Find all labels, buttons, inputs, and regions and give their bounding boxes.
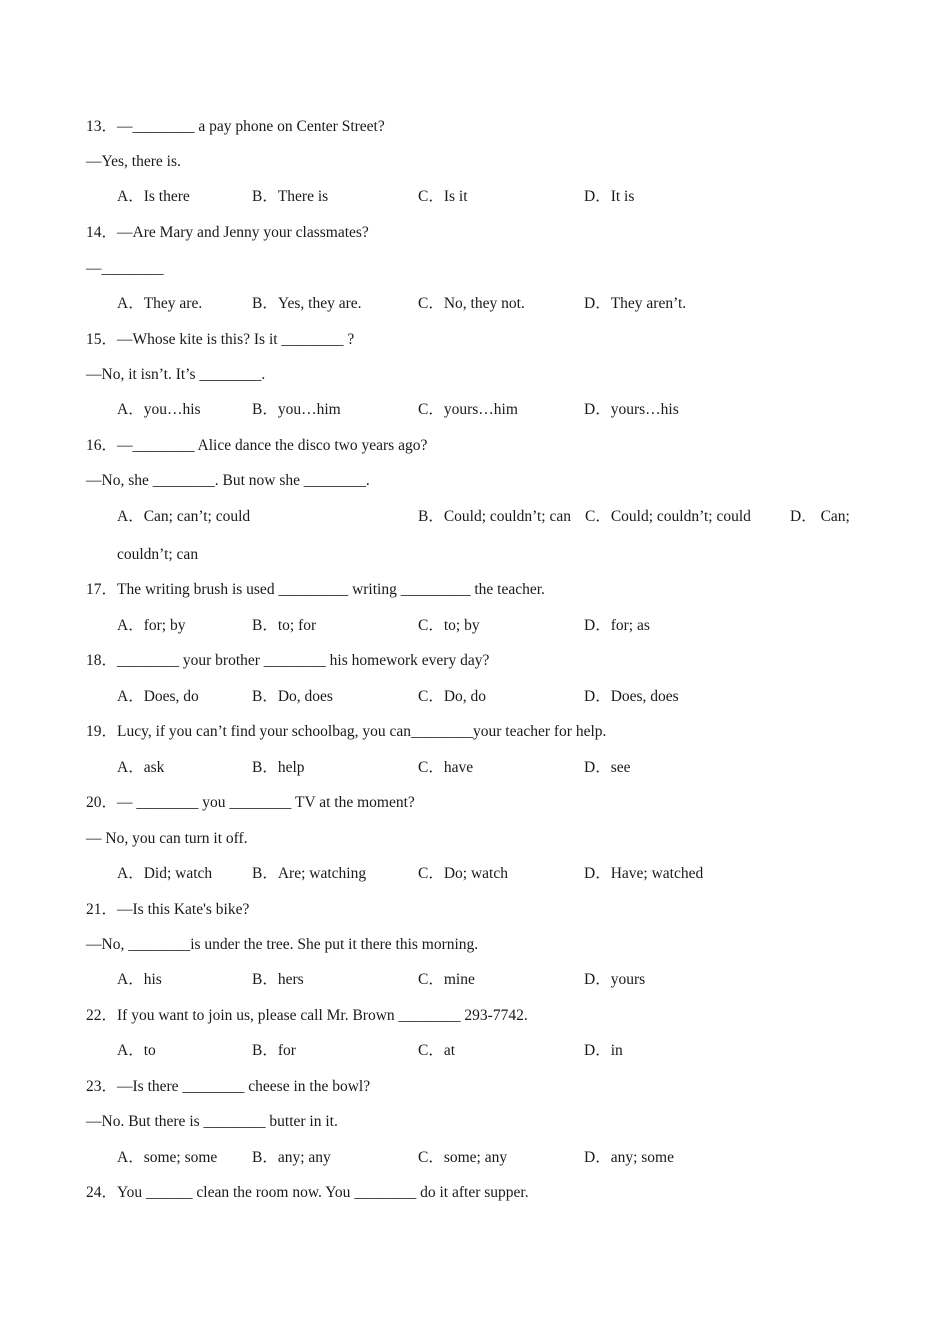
option-b[interactable]: B．for bbox=[252, 1042, 296, 1059]
option-d[interactable]: D．yours bbox=[584, 971, 646, 988]
question-21-reply: —No, ________is under the tree. She put it there this morning. bbox=[86, 936, 479, 953]
option-d[interactable]: D．see bbox=[584, 759, 631, 776]
question-22-options bbox=[117, 1041, 877, 1061]
option-b[interactable]: B．Yes, they are. bbox=[252, 295, 362, 312]
question-14-stem: 14．—Are Mary and Jenny your classmates? bbox=[86, 224, 369, 241]
option-a[interactable]: A．for; by bbox=[117, 617, 186, 634]
question-21-options bbox=[117, 970, 877, 990]
option-d[interactable]: D．for; as bbox=[584, 617, 650, 634]
question-15-options bbox=[117, 400, 877, 420]
option-d[interactable]: D．in bbox=[584, 1042, 623, 1059]
option-c[interactable]: C．some; any bbox=[418, 1149, 508, 1166]
option-c[interactable]: C．Do; watch bbox=[418, 865, 508, 882]
option-d[interactable]: D．yours…his bbox=[584, 401, 679, 418]
option-b[interactable]: B．Are; watching bbox=[252, 865, 367, 882]
option-c[interactable]: C．have bbox=[418, 759, 474, 776]
question-21-stem: 21．—Is this Kate's bike? bbox=[86, 901, 250, 918]
question-20-options bbox=[117, 864, 877, 884]
question-15-stem: 15．—Whose kite is this? Is it ________ ? bbox=[86, 331, 355, 348]
option-a[interactable]: A．Can; can’t; could bbox=[117, 508, 251, 525]
option-b[interactable]: B．to; for bbox=[252, 617, 317, 634]
option-b[interactable]: B．help bbox=[252, 759, 305, 776]
option-b[interactable]: B．There is bbox=[252, 188, 329, 205]
question-13-options bbox=[117, 187, 877, 207]
option-a[interactable]: A．his bbox=[117, 971, 162, 988]
question-15-reply: —No, it isn’t. It’s ________. bbox=[86, 366, 266, 383]
option-c[interactable]: C．mine bbox=[418, 971, 475, 988]
question-14-reply: —________ bbox=[86, 260, 164, 277]
option-c[interactable]: C．yours…him bbox=[418, 401, 518, 418]
question-20-reply: — No, you can turn it off. bbox=[86, 830, 248, 847]
question-22-stem: 22．If you want to join us, please call Mr. Brown ________ 293-7742. bbox=[86, 1007, 528, 1024]
option-b[interactable]: B．hers bbox=[252, 971, 304, 988]
option-c[interactable]: C．Is it bbox=[418, 188, 468, 205]
option-d[interactable]: D．Have; watched bbox=[584, 865, 704, 882]
option-a[interactable]: A．Is there bbox=[117, 188, 190, 205]
option-c[interactable]: C．Could; couldn’t; could bbox=[585, 508, 751, 525]
option-c[interactable]: C．to; by bbox=[418, 617, 480, 634]
option-a[interactable]: A．to bbox=[117, 1042, 156, 1059]
option-b[interactable]: B．any; any bbox=[252, 1149, 331, 1166]
question-16-stem: 16．—________ Alice dance the disco two years ago? bbox=[86, 437, 428, 454]
question-13-stem: 13．—________ a pay phone on Center Street? bbox=[86, 118, 385, 135]
option-b[interactable]: B．Do, does bbox=[252, 688, 333, 705]
option-d[interactable]: D．Does, does bbox=[584, 688, 679, 705]
option-d[interactable]: D． Can; bbox=[790, 508, 850, 525]
question-23-stem: 23．—Is there ________ cheese in the bowl? bbox=[86, 1078, 371, 1095]
question-17-options bbox=[117, 616, 877, 636]
question-16-options bbox=[117, 507, 877, 527]
option-b[interactable]: B．Could; couldn’t; can bbox=[418, 508, 571, 525]
question-13-reply: —Yes, there is. bbox=[86, 153, 181, 170]
option-d[interactable]: D．They aren’t. bbox=[584, 295, 687, 312]
question-14-options bbox=[117, 294, 877, 314]
question-20-stem: 20．— ________ you ________ TV at the moment? bbox=[86, 794, 415, 811]
question-18-options bbox=[117, 687, 877, 707]
option-d[interactable]: D．any; some bbox=[584, 1149, 674, 1166]
option-a[interactable]: A．Did; watch bbox=[117, 865, 213, 882]
option-b[interactable]: B．you…him bbox=[252, 401, 341, 418]
option-a[interactable]: A．ask bbox=[117, 759, 165, 776]
option-a[interactable]: A．you…his bbox=[117, 401, 201, 418]
question-19-options bbox=[117, 758, 877, 778]
question-23-reply: —No. But there is ________ butter in it. bbox=[86, 1113, 338, 1130]
option-c[interactable]: C．at bbox=[418, 1042, 456, 1059]
question-23-options bbox=[117, 1148, 877, 1168]
option-a[interactable]: A．Does, do bbox=[117, 688, 199, 705]
option-a[interactable]: A．some; some bbox=[117, 1149, 218, 1166]
question-16-options-continued: couldn’t; can bbox=[117, 546, 199, 563]
option-a[interactable]: A．They are. bbox=[117, 295, 203, 312]
option-d[interactable]: D．It is bbox=[584, 188, 635, 205]
question-17-stem: 17．The writing brush is used _________ writing _________ the teacher. bbox=[86, 581, 545, 598]
option-c[interactable]: C．Do, do bbox=[418, 688, 487, 705]
question-16-reply: —No, she ________. But now she ________. bbox=[86, 472, 370, 489]
question-18-stem: 18．________ your brother ________ his homework every day? bbox=[86, 652, 490, 669]
question-24-stem: 24．You ______ clean the room now. You ________ do it after supper. bbox=[86, 1184, 529, 1201]
option-c[interactable]: C．No, they not. bbox=[418, 295, 525, 312]
question-19-stem: 19．Lucy, if you can’t find your schoolbag, you can________your teacher for help. bbox=[86, 723, 607, 740]
